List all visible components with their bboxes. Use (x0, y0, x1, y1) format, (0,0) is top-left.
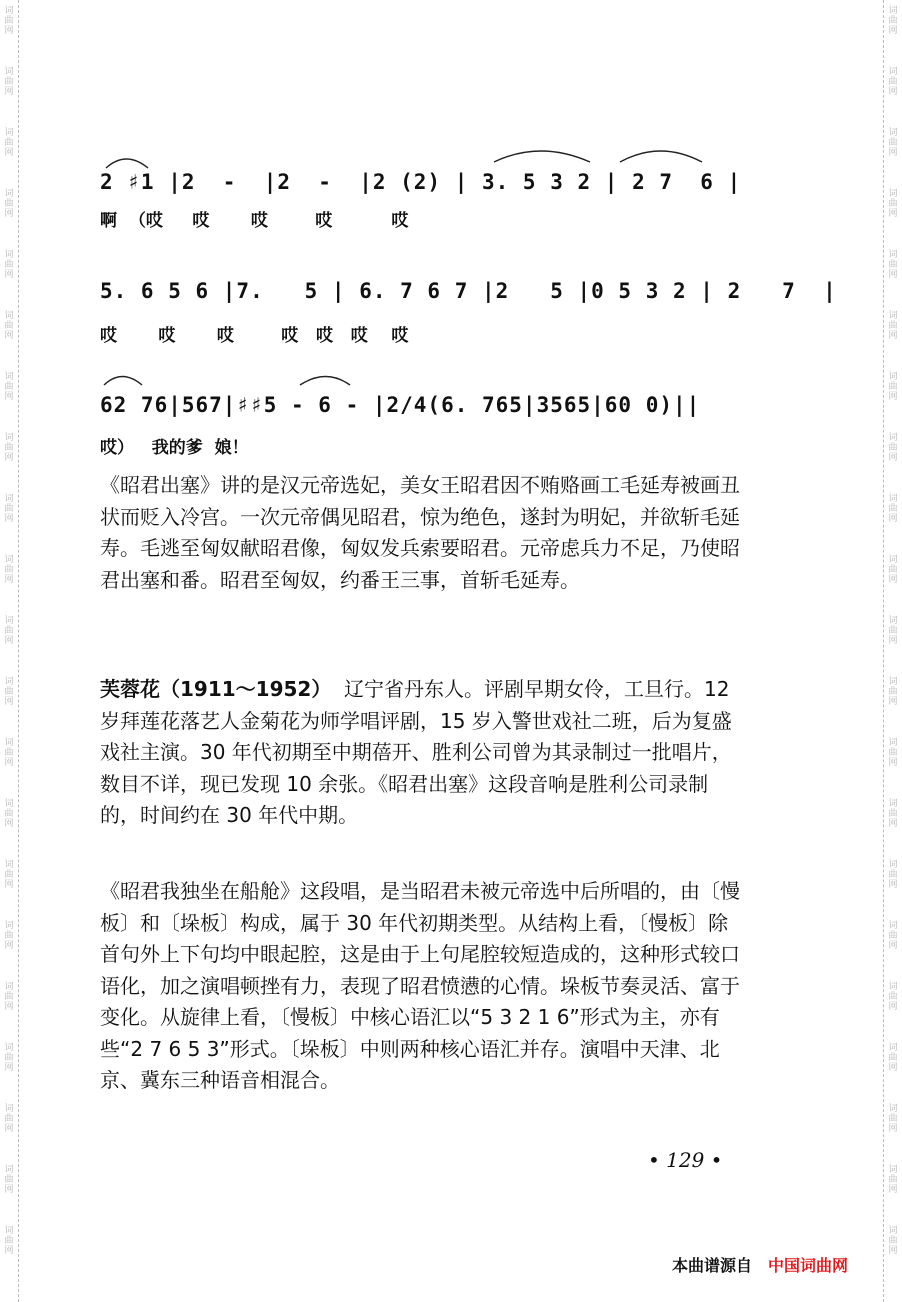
score-lyrics: 哎） 我的爹 娘！ (100, 438, 249, 458)
watermark-text: 词 曲 网 (4, 555, 14, 585)
singer-name: 芙蓉花 (100, 677, 160, 701)
watermark-text: 词 曲 网 (888, 616, 898, 646)
watermark-text: 词 曲 网 (888, 555, 898, 585)
watermark-text: 词 曲 网 (4, 616, 14, 646)
watermark-text: 词 曲 网 (4, 799, 14, 829)
watermark-text: 词 曲 网 (4, 1226, 14, 1256)
watermark-text: 词 曲 网 (4, 1104, 14, 1134)
paragraph-text: 辽宁省丹东人。评剧早期女伶，工旦行。12 岁拜莲花落艺人金菊花为师学唱评剧，15 岁入警世戏社二班，后为复盛戏社主演。30 年代初期至中期蓓开、胜利公司曾为其录制过一批唱片，数目不详，现已发现 10 余张。《昭君出塞》这段音响是胜利公司录制的，时间约在 30 年代中期。 (100, 677, 732, 827)
watermark-text: 词 曲 网 (4, 372, 14, 402)
score-row-1 (100, 170, 750, 230)
page-number: • 129 • (648, 1148, 723, 1172)
watermark-text: 词 曲 网 (888, 128, 898, 158)
watermark-text: 词 曲 网 (4, 982, 14, 1012)
watermark-text: 词 曲 网 (888, 1226, 898, 1256)
left-margin (0, 0, 19, 1302)
watermark-text: 词 曲 网 (888, 250, 898, 280)
right-margin (883, 0, 902, 1302)
watermark-text: 词 曲 网 (888, 799, 898, 829)
watermark-text: 词 曲 网 (888, 1043, 898, 1073)
watermark-text: 词 曲 网 (4, 1165, 14, 1195)
score-row-3 (100, 393, 750, 457)
paragraph-text: 《昭君我独坐在船舱》这段唱，是当昭君未被元帝选中后所唱的，由〔慢板〕和〔垛板〕构成，属于 30 年代初期类型。从结构上看，〔慢板〕除首句外上下句均中眼起腔，这是由于上句尾腔较短造成的，这种形式较口语化，加之演唱顿挫有力，表现了昭君愤懑的心情。垛板节奏灵活、富于变化。从旋律上看，〔慢板〕中核心语汇以“5 3 2 1 6”形式为主，亦有些“2 7 6 5 3”形式。〔垛板〕中则两种核心语汇并存。演唱中天津、北京、冀东三种语音相混合。 (100, 879, 740, 1092)
singer-years: （1911～1952） (160, 677, 332, 701)
watermark-text: 词 曲 网 (4, 433, 14, 463)
watermark-text: 词 曲 网 (888, 189, 898, 219)
source-footer (672, 1253, 848, 1276)
watermark-text: 词 曲 网 (4, 1043, 14, 1073)
paragraph-story (100, 470, 740, 596)
watermark-text: 词 曲 网 (4, 6, 14, 36)
watermark-text: 词 曲 网 (888, 677, 898, 707)
site-name-link[interactable]: 中国词曲网 (768, 1256, 849, 1275)
score-lyrics: 啊 （哎 哎 哎 哎 哎 (100, 211, 409, 231)
watermark-text: 词 曲 网 (4, 189, 14, 219)
watermark-text: 词 曲 网 (4, 494, 14, 524)
watermark-text: 词 曲 网 (888, 1165, 898, 1195)
watermark-text: 词 曲 网 (4, 677, 14, 707)
watermark-text: 词 曲 网 (888, 860, 898, 890)
score-row-2 (100, 279, 837, 346)
paragraph-biography (100, 674, 740, 832)
watermark-text: 词 曲 网 (888, 433, 898, 463)
watermark-text: 词 曲 网 (888, 372, 898, 402)
source-label: 本曲谱源自 (672, 1256, 753, 1275)
watermark-text: 词 曲 网 (4, 128, 14, 158)
watermark-text: 词 曲 网 (888, 311, 898, 341)
watermark-text: 词 曲 网 (4, 311, 14, 341)
watermark-text: 词 曲 网 (888, 494, 898, 524)
paragraph-text: 《昭君出塞》讲的是汉元帝选妃，美女王昭君因不贿赂画工毛延寿被画丑状而贬入冷宫。一次元帝偶见昭君，惊为绝色，遂封为明妃，并欲斩毛延寿。毛逃至匈奴献昭君像，匈奴发兵索要昭君。元帝虑兵力不足，乃使昭君出塞和番。昭君至匈奴，约番王三事，首斩毛延寿。 (100, 473, 740, 592)
watermark-text: 词 曲 网 (888, 67, 898, 97)
watermark-text: 词 曲 网 (888, 6, 898, 36)
watermark-text: 词 曲 网 (888, 1104, 898, 1134)
paragraph-analysis (100, 876, 740, 1097)
score-notes: 62 76|567|♯♯5 - 6 - |2/4(6. 765|3565|60 0)|| (100, 393, 701, 417)
score-lyrics: 哎 哎 哎 哎 哎 哎 哎 (100, 326, 409, 346)
watermark-text: 词 曲 网 (888, 921, 898, 951)
watermark-text: 词 曲 网 (4, 860, 14, 890)
watermark-text: 词 曲 网 (888, 738, 898, 768)
score-notes: 2 ♯1 |2 - |2 - |2 (2) | 3. 5 3 2 | 2 7 6 | (100, 170, 742, 194)
score-notes: 5. 6 5 6 |7. 5 | 6. 7 6 7 |2 5 |0 5 3 2 | 2 7 | (100, 279, 837, 303)
watermark-text: 词 曲 网 (4, 921, 14, 951)
watermark-text: 词 曲 网 (888, 982, 898, 1012)
watermark-text: 词 曲 网 (4, 738, 14, 768)
watermark-text: 词 曲 网 (4, 67, 14, 97)
watermark-text: 词 曲 网 (4, 250, 14, 280)
